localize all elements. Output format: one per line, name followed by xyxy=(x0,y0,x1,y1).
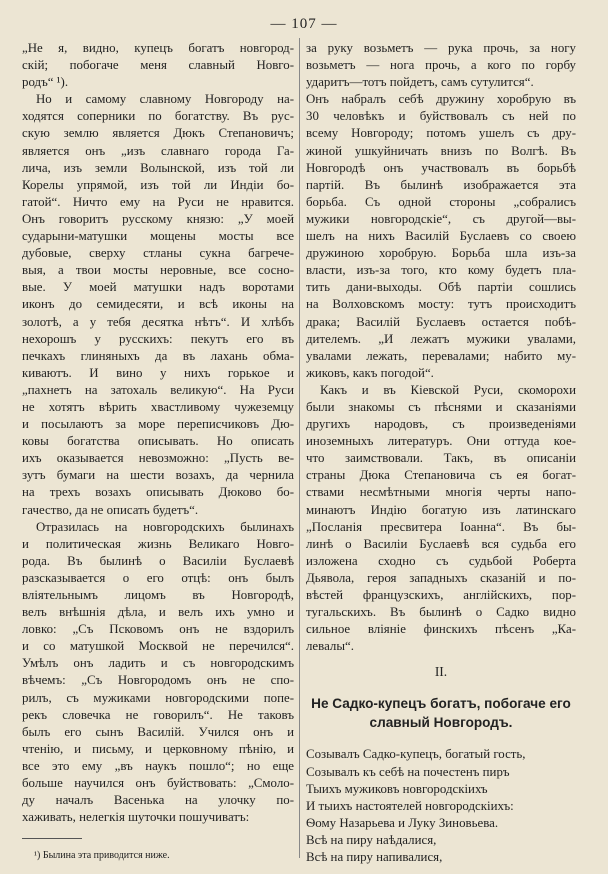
verse xyxy=(306,746,576,866)
text-line: зутъ бумаги на шести возахъ, да чернила xyxy=(22,468,294,483)
text-line: партій. Въ былинѣ изображается эта xyxy=(306,177,576,192)
right-column xyxy=(306,40,576,866)
verse-line: Всѣ на пиру наѣдалися, xyxy=(306,832,437,847)
text-line: гатой“. Ничто ему на Руси не нравится. xyxy=(22,194,294,209)
text-line: возьметъ — нога прочь, а кого по горбу xyxy=(306,58,576,73)
verse-line: И тыихъ настоятелей новгородскіихъ: xyxy=(306,798,514,813)
text-line: мужики новгородскіе“, съ другой—вы- xyxy=(306,211,576,226)
text-line: 30 человѣкъ и буйствовалъ съ ней по xyxy=(306,109,576,124)
text-line: драка; Василій Буслаевъ остается побѣ- xyxy=(306,314,576,329)
left-column-text xyxy=(22,40,294,826)
text-line: иноземныхъ литературъ. Они оттуда кое- xyxy=(306,434,576,449)
text-line: больше научился онъ буйствовать: „Смоло- xyxy=(22,776,294,791)
text-line: нехорошъ у русскихъ: пекутъ его въ xyxy=(22,331,294,346)
section-number: II. xyxy=(434,664,448,680)
text-line: скій; побогаче меня славный Новго- xyxy=(22,58,294,73)
text-line: гачество, да не описать будетъ“. xyxy=(22,502,199,517)
left-column xyxy=(22,40,294,864)
text-line: разсказывается о его отцѣ: онъ былъ xyxy=(22,570,294,585)
footnote-rule xyxy=(22,838,82,839)
right-column-text xyxy=(306,40,576,655)
text-line: ствами несмѣтными многія черты напо- xyxy=(306,485,576,500)
text-line: дружиною хоробрую. Борьба шла изъ-за xyxy=(306,246,576,261)
text-line: Какъ и въ Кіевской Руси, скоморохи xyxy=(320,382,576,397)
text-line: вліятельнымъ лицомъ въ Новгородѣ, xyxy=(22,588,294,602)
text-line: минаютъ Индію богатую изъ латинскаго xyxy=(306,502,576,517)
column-divider xyxy=(299,38,300,858)
text-line: ихъ оказывается невозможно: „Пусть ве- xyxy=(22,451,294,466)
text-line: сильное вліяніе финскихъ пѣсенъ „Ка- xyxy=(306,622,576,637)
verse-line: Ѳому Назарьева и Луку Зиновьева. xyxy=(306,815,499,830)
text-line: власти, изъ-за того, кто кому будетъ пла- xyxy=(306,263,576,278)
text-line: линѣ о Василіи Буслаевѣ вся судьба его xyxy=(306,536,576,551)
text-line: является онъ „изъ славнаго города Га- xyxy=(22,143,294,158)
verse-line: Созывалъ Садко-купецъ, богатый гость, xyxy=(306,747,526,762)
section-heading xyxy=(306,694,576,732)
text-line: дителемъ. „И лежатъ мужики увалами, xyxy=(306,331,576,346)
text-line: выя, а твои мосты неровные, все сосно- xyxy=(22,263,294,278)
text-line: на трехъ возахъ описывать Дюково бо- xyxy=(22,485,294,500)
text-line: рекъ словечка не говорилъ“. Не таковъ xyxy=(22,707,294,722)
text-line: за руку возьметъ — рука прочь, за ногу xyxy=(306,41,576,55)
text-line: киваютъ. И вино у нихъ горькое и xyxy=(22,365,294,380)
text-line: лича, изъ земли Волынской, изъ той ли xyxy=(22,160,294,175)
text-line: былъ его сынъ Василій. Учился онъ и xyxy=(22,724,294,739)
text-line: Онъ набралъ себѣ дружину хоробрую въ xyxy=(306,92,576,107)
text-line: родъ“ ¹). xyxy=(22,75,69,90)
text-line: „Посланія пресвитера Іоанна“. Въ бы- xyxy=(306,519,576,534)
verse-line: Созывалъ къ себѣ на почестенъ пиръ xyxy=(306,764,510,779)
text-line: вѣстей французскихъ, англійскихъ, пор- xyxy=(306,588,576,602)
text-line: чтенію, и письму, и церковному пѣнію, и xyxy=(22,741,294,756)
text-line: и со матушкой Москвой не перечился“. xyxy=(22,639,294,654)
text-line: жиковъ, какъ погодой“. xyxy=(306,365,434,380)
text-line: были знакомы съ пѣснями и сказаніями xyxy=(306,399,576,414)
text-line: ударитъ—тотъ пойдетъ, самъ сутулится“. xyxy=(306,75,534,90)
text-line: жиной ушкуйничать внизъ по Волгѣ. Въ xyxy=(306,143,576,158)
text-line: рилъ, съ мужиками новгородскими попе- xyxy=(22,690,294,705)
text-line: хаживать, нелегкія шуточки пошучиватъ: xyxy=(22,810,250,825)
verse-line: Всѣ на пиру напивалися, xyxy=(306,850,443,865)
text-line: золотѣ, а у тебя десятка нѣтъ“. И хлѣбъ xyxy=(22,314,294,329)
text-line: всему Новгороду; потомъ ушелъ съ дру- xyxy=(306,126,576,141)
text-line: на Волховскомъ мосту: тутъ происходитъ xyxy=(306,297,576,312)
text-line: Но и самому славному Новгороду на- xyxy=(36,92,294,107)
text-line: скую землю является Дюкъ Степановичъ; xyxy=(22,126,294,141)
section-heading-line: славный Новгородъ. xyxy=(369,715,513,731)
text-line: не хотятъ вѣрить хвастливому чужеземцу xyxy=(22,399,294,414)
text-line: велъ внѣшнія дѣла, и велъ ихъ умно и xyxy=(22,605,294,620)
text-line: увалами лежать, перевалами; набито му- xyxy=(306,348,576,363)
text-line: изложена сходно съ судьбой Роберта xyxy=(306,553,576,568)
text-line: тить дани-выходы. Обѣ партіи сошлись xyxy=(306,280,576,295)
text-line: борьба. Съ одной стороны „собралисъ xyxy=(306,194,576,209)
text-line: и политическая жизнь Великаго Новго- xyxy=(22,536,294,551)
text-line: вые. У моей матушки надъ воротами xyxy=(22,280,294,295)
text-line: левалы“. xyxy=(306,639,354,654)
footnote: ¹) Былина эта приводится ниже. xyxy=(34,850,170,862)
verse-line: Тыихъ мужиковъ новгородскіихъ xyxy=(306,781,488,796)
text-line: ковы богатства описывать. Но описать xyxy=(22,434,294,449)
text-line: Дьявола, героя западныхъ сказаній и по- xyxy=(306,570,576,585)
text-line: и посылаютъ за море переписчиковъ Дю- xyxy=(22,417,294,432)
text-line: Корелы упрямой, изъ той ли Индіи бо- xyxy=(22,177,294,192)
text-line: ходятся соперники по богатству. Въ рус- xyxy=(22,109,294,124)
text-line: вѣчемъ: „Съ Новгородомъ онъ не спо- xyxy=(22,673,294,688)
text-line: дубовые, сверху стланы сукна багрече- xyxy=(22,246,294,261)
text-line: страны Дюка Степановича съ ея богат- xyxy=(306,468,576,483)
text-line: ду началъ Васенька на улочку по- xyxy=(22,793,294,808)
text-line: Онъ говоритъ русскому князю: „У моей xyxy=(22,211,294,226)
text-line: что заимствовали. Такъ, въ описаніи xyxy=(306,451,576,466)
section-heading-line: Не Садко-купецъ богатъ, побогаче его xyxy=(311,696,571,712)
text-line: „Не я, видно, купецъ богатъ новгород- xyxy=(22,41,294,55)
text-line: печкахъ глиняныхъ да въ лахань обма- xyxy=(22,348,294,363)
text-line: Новгородѣ онъ участвовалъ въ борьбѣ xyxy=(306,160,576,175)
text-line: Отразилась на новгородскихъ былинахъ xyxy=(36,519,294,534)
text-line: „пахнетъ на затохаль великую“. На Руси xyxy=(22,382,294,397)
text-line: рода. Въ былинѣ о Василіи Буслаевѣ xyxy=(22,553,294,568)
text-line: все это ему „въ наукъ пошло“; но еще xyxy=(22,758,294,773)
page-number: — 107 — xyxy=(270,16,338,32)
text-line: другихъ народовъ, съ произведеніями xyxy=(306,417,576,432)
text-line: Умѣлъ онъ ладить и съ новгородскимъ xyxy=(22,656,294,671)
text-line: шелъ на нихъ Василій Буслаевъ со своею xyxy=(306,229,576,244)
text-line: ловко: „Съ Псковомъ онъ не вздорилъ xyxy=(22,622,294,637)
text-line: тугальскихъ. Въ былинѣ о Садко видно xyxy=(306,605,576,620)
text-line: иконъ до семидесяти, и всѣ иконы на xyxy=(22,297,294,312)
text-line: сударыни-матушки мощены мосты все xyxy=(22,229,294,244)
